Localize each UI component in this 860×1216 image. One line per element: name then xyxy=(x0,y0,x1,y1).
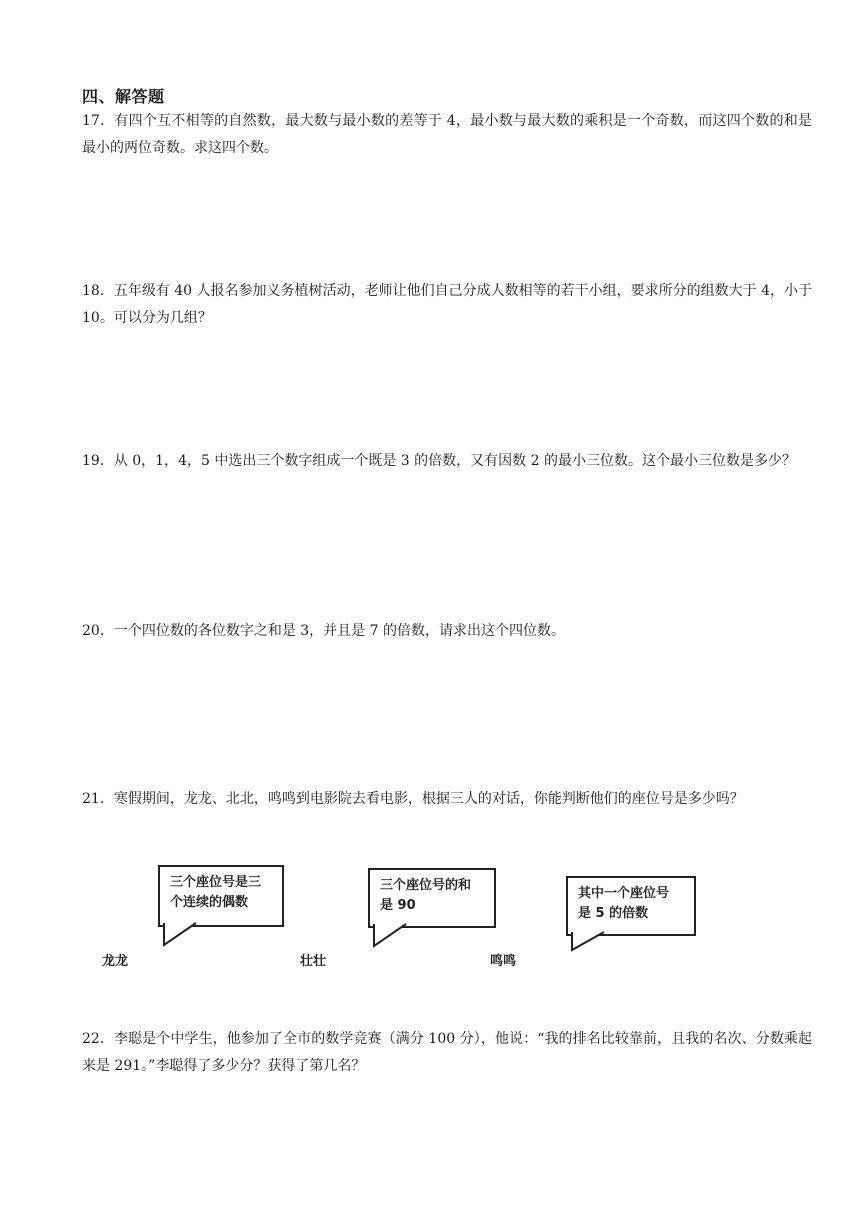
question-17: 17．有四个互不相等的自然数，最大数与最小数的差等于 4，最小数与最大数的乘积是一个奇数，而这四个数的和是最小的两位奇数。求这四个数。 xyxy=(82,113,812,156)
speech-tail-2 xyxy=(374,924,408,948)
section-title: 四、解答题 xyxy=(82,87,165,106)
question-22: 22．李聪是个中学生，他参加了全市的数学竞赛（满分 100 分），他说：“我的排名比较靠前，且我的名次、分数乘起来是 291。”李聪得了多少分？获得了第几名？ xyxy=(82,1031,812,1074)
speech-bubble-2 xyxy=(368,868,496,928)
question-19: 19．从 0，1，4，5 中选出三个数字组成一个既是 3 的倍数，又有因数 2 的最小三位数。这个最小三位数是多少？ xyxy=(82,453,796,469)
speech-tail-3 xyxy=(572,932,606,956)
dialogue-figure xyxy=(96,862,716,974)
question-18: 18．五年级有 40 人报名参加义务植树活动，老师让他们自己分成人数相等的若干小组，要求所分的组数大于 4，小于 10。可以分为几组？ xyxy=(82,283,812,326)
speech-bubble-2-line-1: 三个座位号的和 xyxy=(380,878,472,893)
speaker-name-2: 壮壮 xyxy=(300,954,327,969)
speech-bubble-1-line-1: 三个座位号是三 xyxy=(170,875,262,890)
speech-bubble-3-line-2: 是 5 的倍数 xyxy=(578,906,649,921)
speaker-name-3: 鸣鸣 xyxy=(490,954,517,969)
speech-tail-1 xyxy=(164,923,198,947)
speech-bubble-1-line-2: 个连续的偶数 xyxy=(170,895,249,910)
speaker-name-1: 龙龙 xyxy=(102,954,129,969)
question-21: 21．寒假期间，龙龙、北北，鸣鸣到电影院去看电影，根据三人的对话，你能判断他们的座位号是多少吗？ xyxy=(82,791,744,807)
speech-bubble-3 xyxy=(566,876,696,936)
question-20: 20．一个四位数的各位数字之和是 3，并且是 7 的倍数，请求出这个四位数。 xyxy=(82,623,565,639)
speech-bubble-1 xyxy=(158,865,284,927)
speech-bubble-3-line-1: 其中一个座位号 xyxy=(578,886,670,901)
speech-bubble-2-line-2: 是 90 xyxy=(380,898,416,913)
